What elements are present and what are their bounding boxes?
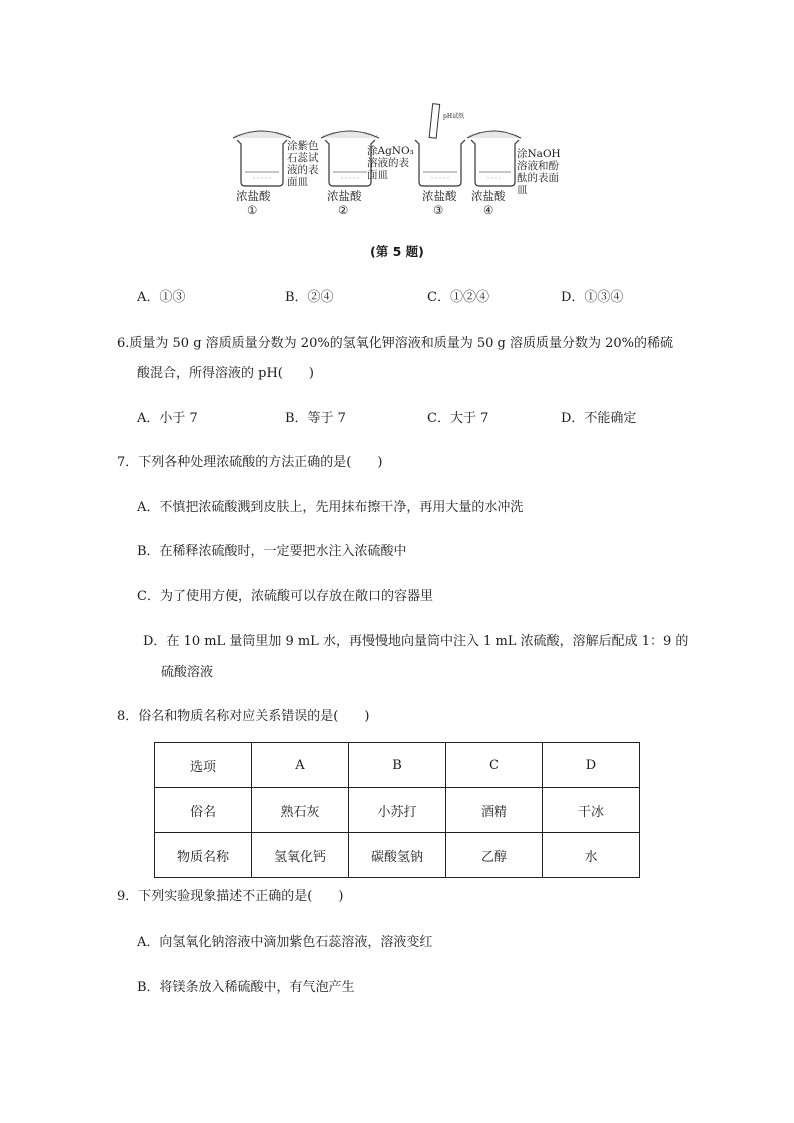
- table-cell: 小苏打: [349, 788, 446, 833]
- note-ph-paper: pH试纸: [443, 113, 465, 120]
- table-cell: D: [543, 743, 640, 788]
- note-1-line: 面皿: [287, 176, 308, 188]
- q6-stem-line-2: 酸混合，所得溶液的 pH( ): [137, 366, 314, 381]
- note-4-line: 溶液和酚: [517, 160, 559, 172]
- table-cell: 俗名: [155, 788, 252, 833]
- beaker-1-icon: [233, 131, 291, 186]
- q5-option-a: A．①③: [137, 290, 186, 305]
- q7-stem: 7．下列各种处理浓硫酸的方法正确的是( ): [117, 455, 383, 470]
- beaker-4-icon: [467, 131, 521, 186]
- q6-option-c: C．大于 7: [427, 411, 489, 426]
- note-2-line: 涂AgNO₃: [367, 145, 414, 157]
- q7-option-c: C．为了使用方便，浓硫酸可以存放在敞口的容器里: [137, 589, 433, 604]
- beaker-2-label: 浓盐酸: [327, 189, 362, 203]
- beaker-1-num: ①: [247, 203, 258, 217]
- table-row: [155, 833, 640, 878]
- table-cell: 乙醇: [446, 833, 543, 878]
- beaker-4-num: ④: [483, 203, 494, 217]
- beaker-3-label: 浓盐酸: [422, 189, 457, 203]
- beaker-3-num: ③: [433, 203, 444, 217]
- q6-option-d: D．不能确定: [561, 411, 637, 426]
- table-row: [155, 788, 640, 833]
- q5-option-c: C．①②④: [427, 290, 489, 305]
- note-4-line: 皿: [517, 184, 528, 196]
- figure-caption: (第 5 题): [370, 244, 424, 259]
- table-row: [155, 743, 640, 788]
- table-cell: 干冰: [543, 788, 640, 833]
- beaker-2-num: ②: [338, 203, 349, 217]
- q9-stem: 9．下列实验现象描述不正确的是( ): [117, 889, 344, 904]
- table-cell: 物质名称: [155, 833, 252, 878]
- q9-option-a: A．向氢氧化钠溶液中滴加紫色石蕊溶液，溶液变红: [137, 935, 433, 950]
- q6-option-b: B．等于 7: [285, 411, 346, 426]
- q7-option-a: A．不慎把浓硫酸溅到皮肤上，先用抹布擦干净，再用大量的水冲洗: [137, 500, 524, 515]
- note-beaker-1: [287, 140, 327, 188]
- beaker-4-label: 浓盐酸: [471, 189, 506, 203]
- q5-option-d: D．①③④: [561, 290, 624, 305]
- q5-option-b: B．②④: [285, 290, 334, 305]
- q7-option-d-line-2: 硫酸溶液: [161, 665, 214, 680]
- note-1-line: 石蕊试: [287, 152, 319, 164]
- q6-stem-line-1: 6.质量为 50 g 溶质质量分数为 20%的氢氧化钾溶液和质量为 50 g 溶质质量分数为 20%的稀硫: [117, 336, 673, 351]
- q8-stem: 8．俗名和物质名称对应关系错误的是( ): [117, 709, 370, 724]
- q8-table: [154, 742, 640, 878]
- note-beaker-2: [367, 145, 417, 181]
- note-1-line: 液的表: [287, 164, 319, 176]
- table-cell: 碳酸氢钠: [349, 833, 446, 878]
- beaker-1-label: 浓盐酸: [236, 189, 271, 203]
- table-cell: C: [446, 743, 543, 788]
- table-cell: 氢氧化钙: [252, 833, 349, 878]
- table-cell: B: [349, 743, 446, 788]
- q9-option-b: B．将镁条放入稀硫酸中，有气泡产生: [137, 980, 355, 995]
- q6-option-a: A．小于 7: [137, 411, 198, 426]
- table-cell: A: [252, 743, 349, 788]
- note-4-line: 酞的表面: [517, 172, 559, 184]
- note-beaker-4: [517, 148, 567, 196]
- note-2-line: 面皿: [367, 169, 388, 181]
- note-4-line: 涂NaOH: [517, 148, 561, 160]
- table-cell: 熟石灰: [252, 788, 349, 833]
- q7-option-d-line-1: D．在 10 mL 量筒里加 9 mL 水，再慢慢地向量筒中注入 1 mL 浓硫酸，溶解后配成 1：9 的: [143, 634, 689, 649]
- q7-option-b: B．在稀释浓硫酸时，一定要把水注入浓硫酸中: [137, 544, 407, 559]
- note-1-line: 涂紫色: [287, 140, 319, 152]
- table-cell: 酒精: [446, 788, 543, 833]
- note-2-line: 溶液的表: [367, 157, 409, 169]
- table-cell: 水: [543, 833, 640, 878]
- table-cell: 选项: [155, 743, 252, 788]
